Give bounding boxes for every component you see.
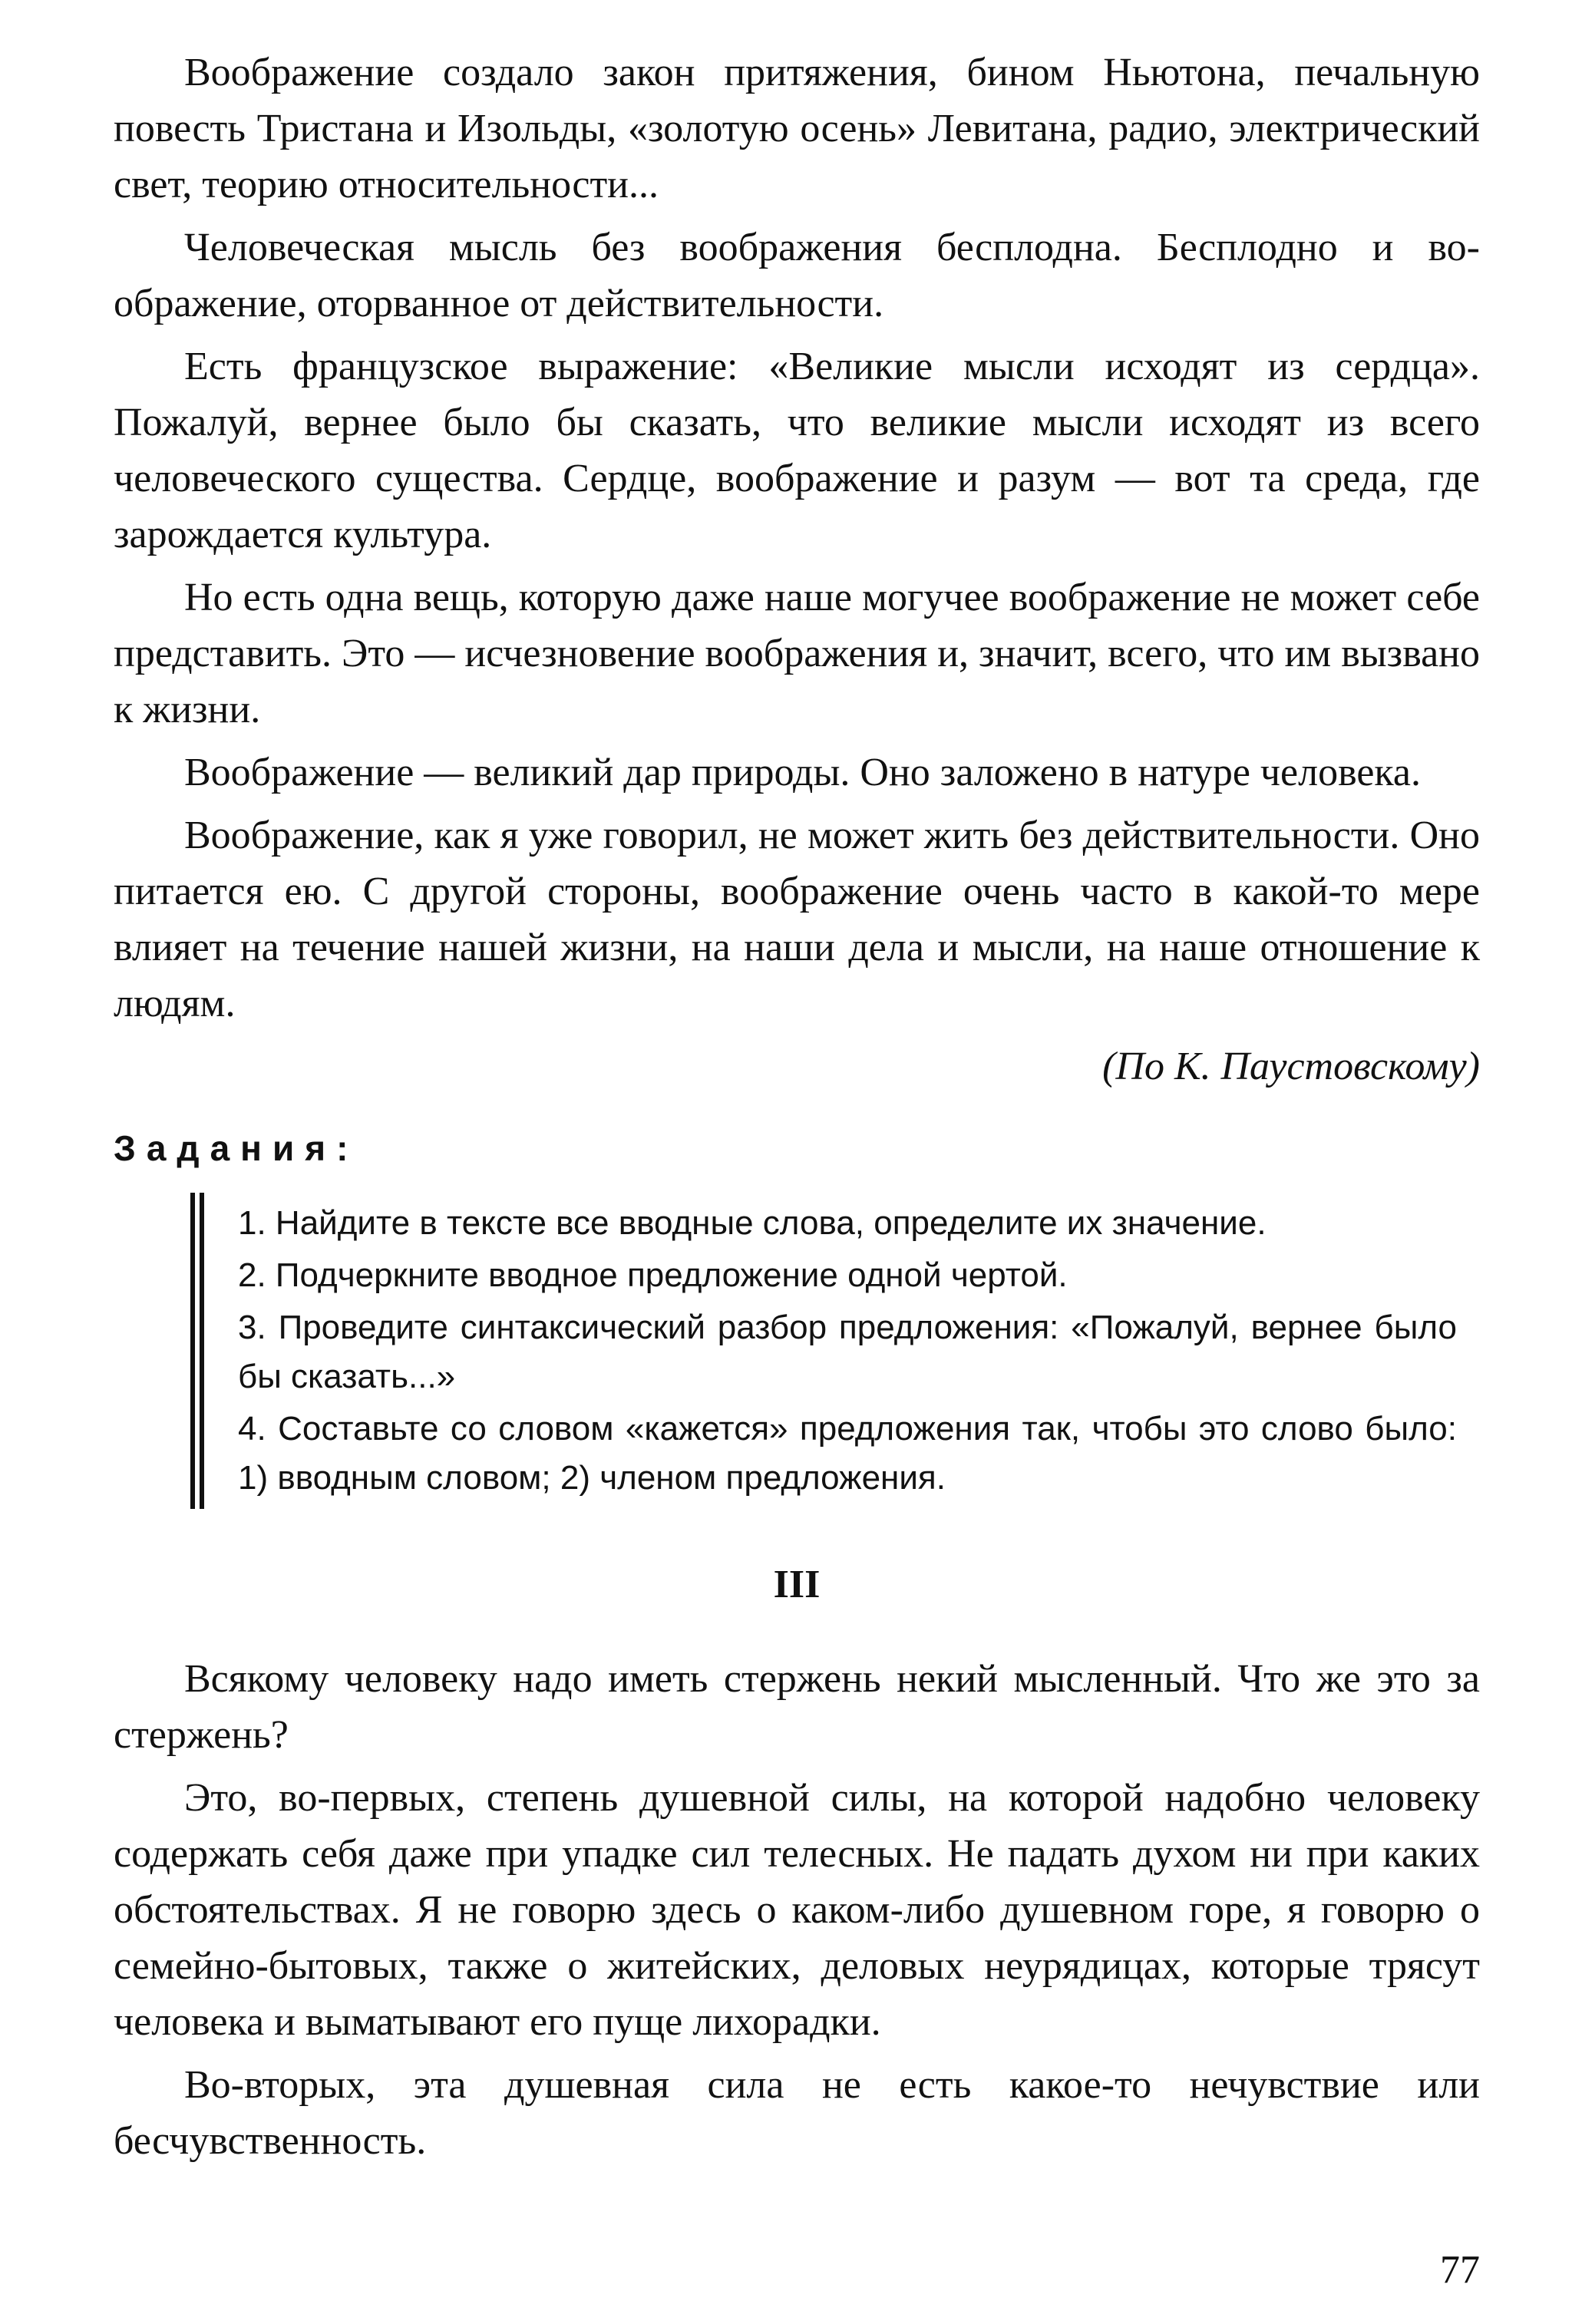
tasks-heading: Задания: [114, 1128, 359, 1168]
paragraph: Это, во-первых, степень душевной силы, на которой надобно человеку содержать себя даже при упадке сил телесных. Не падать духом ни при каких обстоятельствах. Я не говорю здесь о каком-либо душевном горе, я говорю о семейно-бытовых, также о житейских, деловых неурядицах, которые трясут человека и выматывают его пуще лихорадки. [114, 1776, 1480, 2044]
paragraph: Воображение — великий дар природы. Оно заложено в натуре человека. [184, 751, 1421, 794]
task-item: 1. Найдите в тексте все вводные слова, определите их значение. [238, 1204, 1267, 1242]
task-item: 2. Подчеркните вводное предложение одной чертой. [238, 1256, 1068, 1294]
author-attribution: (По К. Паустовскому) [1102, 1045, 1480, 1088]
tasks-rule-line [200, 1193, 204, 1509]
tasks-rule-line [190, 1193, 195, 1509]
task-item: 4. Составьте со словом «кажется» предложения так, чтобы это слово было: 1) вводным словом; 2) членом предложения. [238, 1410, 1457, 1497]
paragraph: Воображение, как я уже говорил, не может жить без действительности. Оно питается ею. С другой стороны, воображение очень часто в какой-то мере влияет на течение нашей жизни, на наши дела и мысли, на наше отношение к людям. [114, 814, 1480, 1025]
paragraph: Но есть одна вещь, которую даже наше могучее воображение не может себе представить. Это — исчезновение воображения и, значит, всего, что им вызвано к жизни. [114, 576, 1480, 731]
paragraph: Человеческая мысль без воображения бесплодна. Бесплодно и воображение, оторванное от действительности. [114, 226, 1480, 325]
paragraph: Всякому человеку надо иметь стержень некий мысленный. Что же это за стержень? [114, 1657, 1480, 1757]
paragraph: Во-вторых, эта душевная сила не есть какое-то нечувствие или бесчувственность. [114, 2063, 1480, 2163]
paragraph: Воображение создало закон притяжения, бином Ньютона, печальную повесть Тристана и Изольды, «золотую осень» Левитана, радио, электрический свет, теорию относительности... [114, 51, 1480, 206]
page-number: 77 [1440, 2248, 1480, 2292]
paragraph: Есть французское выражение: «Великие мысли исходят из сердца». Пожалуй, вернее было бы сказать, что великие мысли исходят из всего человеческого существа. Сердце, воображение и разум — вот та среда, где зарождается культура. [114, 345, 1480, 556]
page-content [114, 45, 1480, 2169]
task-item: 3. Проведите синтаксический разбор предложения: «Пожалуй, вернее было бы сказать...» [238, 1309, 1457, 1395]
section-number: III [773, 1563, 821, 1606]
tasks-list [190, 1199, 1480, 1503]
